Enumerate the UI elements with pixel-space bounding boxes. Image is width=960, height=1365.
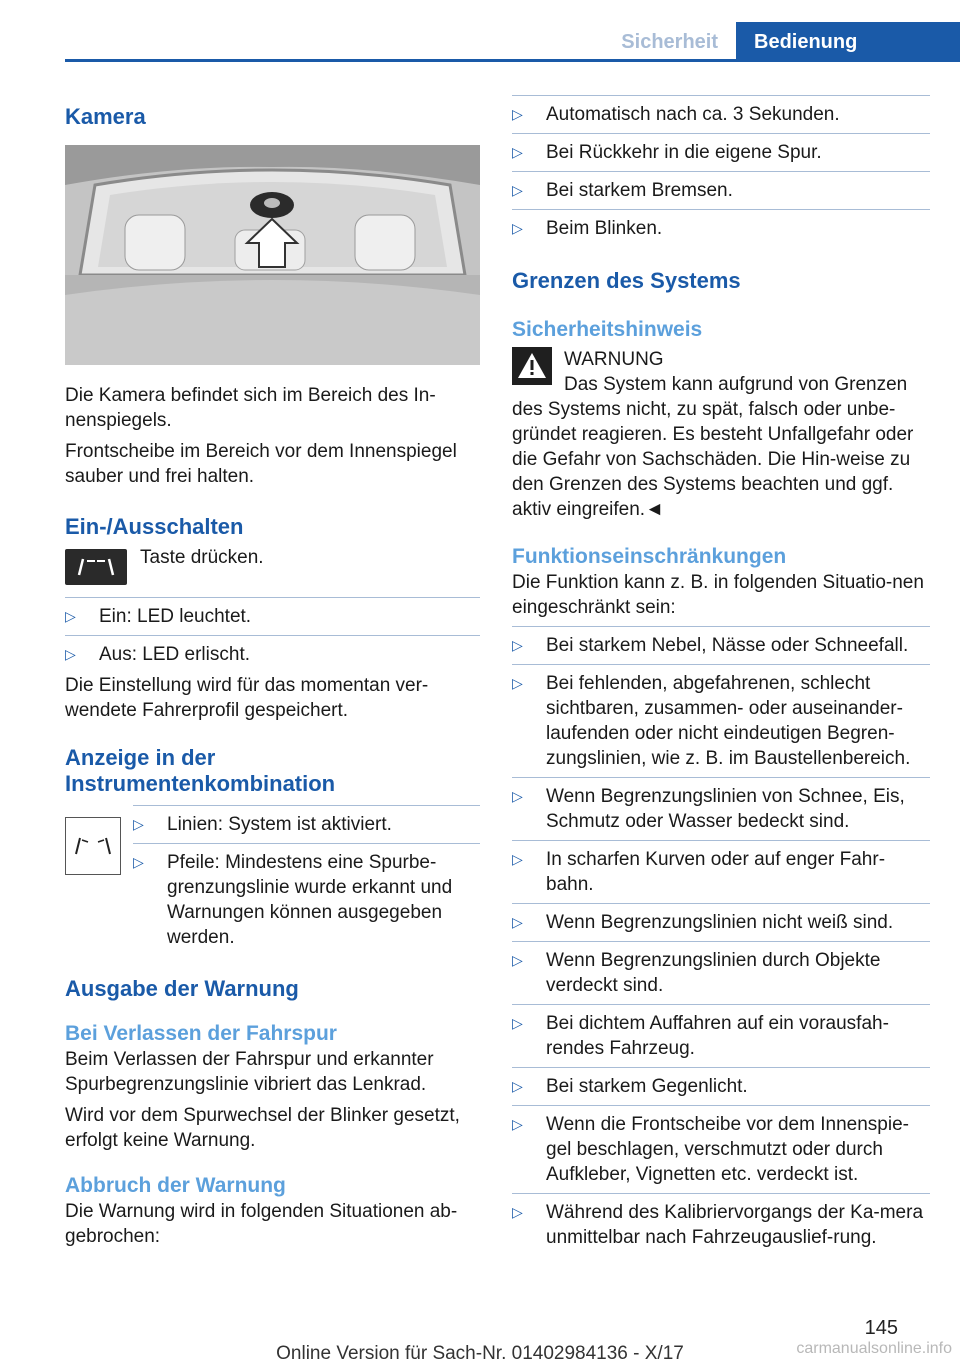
ein-list-2 [65,642,480,667]
separator [512,840,930,841]
abbruch-list-3 [512,178,930,203]
list-item: ▷ Wenn Begrenzungslinien nicht weiß sind. [512,910,930,935]
list-item: ▷ Wenn Begrenzungslinien von Schnee, Eis, Schmutz oder Wasser bedeckt sind. [512,784,930,834]
separator [512,626,930,627]
ein-list [65,604,480,629]
separator [65,635,480,636]
funktion-text: Die Funktion kann z. B. in folgenden Situatio-nen eingeschränkt sein: [512,572,924,618]
left-column [65,95,480,1249]
list-item: ▷ Während des Kalibriervorgangs der Ka-mera unmittelbar nach Fahrzeugauslief-rung. [512,1200,930,1250]
list-item: ▷ Ein: LED leuchtet. [65,604,480,629]
kamera-text-2: Frontscheibe im Bereich vor dem Innenspiegel sauber und frei halten. [65,441,457,487]
list-item: ▷ Linien: System ist aktiviert. [133,812,480,837]
ein-heading: Ein-/Ausschalten [65,514,244,539]
list-item: ▷ Bei Rückkehr in die eigene Spur. [512,140,930,165]
taste-row [65,545,480,589]
grenzen-heading: Grenzen des Systems [512,268,741,293]
verlassen-text-1: Beim Verlassen der Fahrspur und erkannter Spurbegrenzungslinie vibriert das Lenkrad. [65,1049,434,1095]
funktion-list-group [512,910,930,935]
camera-photo [65,145,480,365]
warnung-text: Das System kann aufgrund von Grenzen des Systems nicht, zu spät, falsch oder unbe-gründet reagieren. Es besteht Unfallgefahr oder die Gefahr von Sachschäden. Die Hin-weise zu den Grenzen des Systems beachten und ggf. aktiv eingreifen.◄ [512,374,914,520]
separator [133,843,480,844]
kamera-text-1: Die Kamera befindet sich im Bereich des In-nenspiegels. [65,385,436,431]
separator [512,777,930,778]
abbruch-list-4 [512,216,930,241]
header-rule [65,59,960,62]
funktion-list-group [512,948,930,998]
funktion-list-group [512,671,930,771]
separator [512,1067,930,1068]
separator [133,805,480,806]
warnung-label: WARNUNG [564,349,664,370]
list-item: ▷ Bei starkem Gegenlicht. [512,1074,930,1099]
list-item: ▷ Bei fehlenden, abgefahrenen, schlecht sichtbaren, zusammen- oder auseinander-laufenden oder nicht eindeutigen Begren-zungslinien, wie z. B. im Baustellenbereich. [512,671,930,771]
watermark: carmanualsonline.info [796,1340,952,1357]
ausgabe-heading: Ausgabe der Warnung [65,976,299,1001]
lane-button-icon [65,549,127,585]
sicherheit-heading: Sicherheitshinweis [512,318,703,341]
taste-text: Taste drücken. [140,547,264,568]
separator [512,664,930,665]
funktion-list [512,626,930,1250]
list-item: ▷ Wenn Begrenzungslinien durch Objekte verdeckt sind. [512,948,930,998]
abbruch-list [512,102,930,127]
abbruch-text: Die Warnung wird in folgenden Situationen ab-gebrochen: [65,1201,458,1247]
warnung-block [512,347,930,522]
einstellung-text: Die Einstellung wird für das momentan ver-wendete Fahrerprofil gespeichert. [65,675,429,721]
funktion-list-group [512,1011,930,1061]
list-item: ▷ Bei starkem Nebel, Nässe oder Schneefall. [512,633,930,658]
page-number: 145 [864,1317,898,1339]
funktion-list-group [512,633,930,658]
anzeige-list-2 [133,850,480,950]
anzeige-block [65,805,480,955]
tab-bedienung[interactable]: Bedienung [736,22,960,62]
list-item: ▷ Automatisch nach ca. 3 Sekunden. [512,102,930,127]
separator [512,1105,930,1106]
abbruch-list-2 [512,140,930,165]
lane-lines-icon [65,817,121,875]
list-item: ▷ Pfeile: Mindestens eine Spurbe-grenzungslinie wurde erkannt und Warnungen können ausgegeben werden. [133,850,480,950]
verlassen-text-2: Wird vor dem Spurwechsel der Blinker gesetzt, erfolgt keine Warnung. [65,1105,460,1151]
separator [512,209,930,210]
verlassen-heading: Bei Verlassen der Fahrspur [65,1022,337,1045]
separator [512,1193,930,1194]
separator [65,597,480,598]
list-item: ▷ Bei starkem Bremsen. [512,178,930,203]
abbruch-heading: Abbruch der Warnung [65,1174,286,1197]
anzeige-list [133,812,480,837]
funktion-list-group [512,1112,930,1187]
list-item: ▷ Bei dichtem Auffahren auf ein vorausfah-rendes Fahrzeug. [512,1011,930,1061]
funktion-list-group [512,784,930,834]
separator [512,133,930,134]
separator [512,941,930,942]
separator [512,903,930,904]
warning-icon [512,347,552,385]
funktion-list-group [512,1074,930,1099]
list-item: ▷ In scharfen Kurven oder auf enger Fahr-bahn. [512,847,930,897]
online-version: Online Version für Sach-Nr. 01402984136 - X/17 [276,1343,684,1364]
funktion-list-group [512,1200,930,1250]
list-item: ▷ Beim Blinken. [512,216,930,241]
anzeige-list-wrap [133,805,480,950]
tab-sicherheit[interactable]: Sicherheit [603,22,736,62]
separator [512,95,930,96]
right-column [512,95,930,1250]
separator [512,1004,930,1005]
funktion-list-group [512,847,930,897]
car-interior-image [65,145,480,365]
anzeige-heading: Anzeige in der Instrumentenkombination [65,745,336,796]
funktion-heading: Funktionseinschränkungen [512,545,787,568]
list-item: ▷ Wenn die Frontscheibe vor dem Innenspie-gel beschlagen, verschmutzt oder durch Aufkleber, Vignetten etc. verdeckt ist. [512,1112,930,1187]
separator [512,171,930,172]
list-item: ▷ Aus: LED erlischt. [65,642,480,667]
kamera-heading: Kamera [65,104,146,129]
